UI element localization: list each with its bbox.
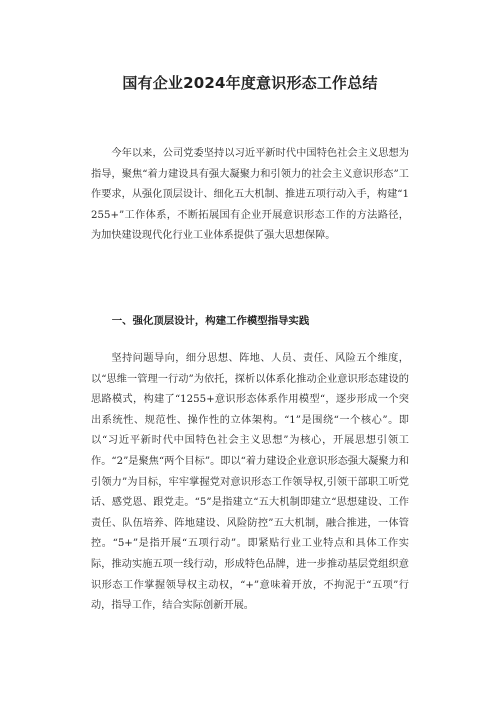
section-heading-1: 一、强化顶层设计，构建工作模型指导实践 xyxy=(111,315,310,327)
document-title: 国有企业2024年度意识形态工作总结 xyxy=(122,74,378,92)
section-body-1: 坚持问题导向，细分思想、阵地、人员、责任、风险五个维度，以“思维一管理一行动”为依托，探析以体系化推动企业意识形态建设的思路模式，构建了“1255+意识形态体系作用模型“，逐步形成一个突出系统性、规范性、操作性的立体架构。“1”是围绕“一个核心”。即以“习近平新时代中国特色社会主义思想”为核心，开展思想引领工作。“2”是聚焦“两个目标”。即以“着力建设企业意识形态强大凝聚力和引领力”为目标，牢牢掌握党对意识形态工作领导权,引领干部职工听党话、感党恩、跟党走。“5”是指建立“五大机制即建立“思想建设、工作责任、队伍培养、阵地建设、风险防控”五大机制，融合推进，一体管控。“5+”是指开展“五项行动”。即紧贴行业工业特点和具体工作实际，推动实施五项一线行动，形成特色品牌，进一步推动基层党组织意识形态工作掌握领导权主动权，“+”意味着开放，不拘泥于“五项”行动，指导工作，结合实际创新开展。 xyxy=(91,353,409,612)
intro-paragraph: 今年以来，公司党委坚持以习近平新时代中国特色社会主义思想为指导，聚焦“着力建设具有强大凝聚力和引领力的社会主义意识形态”工作要求，从强化顶层设计、细化五大机制、推进五项行动入手，构建“1255+”工作体系，不断拓展国有企业开展意识形态工作的方法路径，为加快建设现代化行业工业体系提供了强大思想保障。 xyxy=(91,148,409,242)
